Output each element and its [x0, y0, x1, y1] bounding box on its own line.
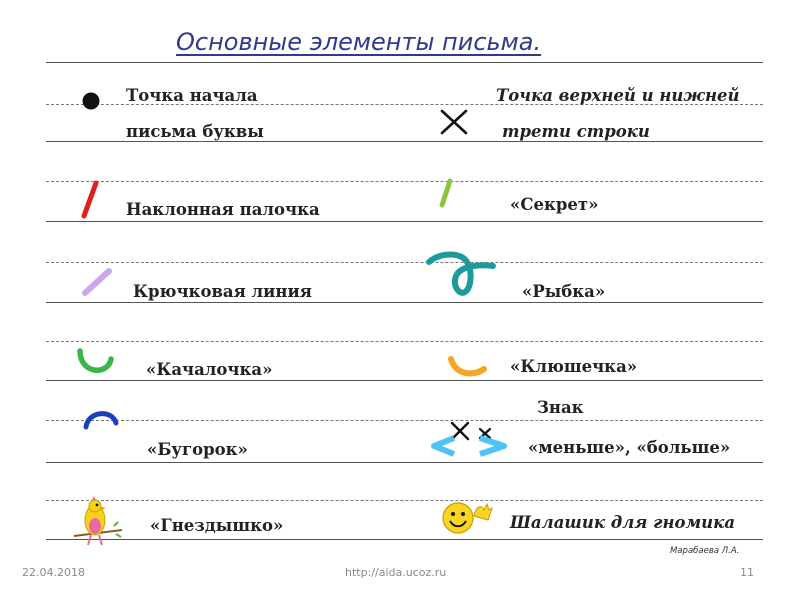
cross-label-line2: трети строки — [502, 122, 650, 141]
hut-label: Шалашик для гномика — [510, 513, 736, 532]
dot-icon — [80, 90, 102, 112]
hump-arc-icon — [80, 405, 122, 431]
fish-loop-icon — [421, 248, 499, 300]
footer-url[interactable]: http://aida.ucoz.ru — [345, 566, 447, 579]
page-title: Основные элементы письма. — [176, 28, 542, 56]
swing-arc-icon — [72, 344, 118, 378]
hump-label: «Бугорок» — [147, 440, 248, 459]
dashed-line — [46, 341, 763, 342]
hook-line-icon — [76, 264, 120, 300]
less-greater-arrows-icon — [428, 418, 518, 462]
solid-line — [46, 380, 763, 381]
dashed-line — [46, 181, 763, 182]
solid-line — [46, 62, 763, 63]
cross-label-line1: Точка верхней и нижней — [496, 86, 740, 105]
sign-label-line2: «меньше», «больше» — [528, 438, 731, 457]
solid-line — [46, 539, 763, 540]
hook-label: Крючковая линия — [133, 282, 312, 301]
slant-label: Наклонная палочка — [126, 200, 320, 219]
fish-label: «Рыбка» — [522, 282, 606, 301]
dashed-line — [46, 262, 763, 263]
dot-label-line1: Точка начала — [126, 86, 258, 105]
dashed-line — [46, 420, 763, 421]
club-label: «Клюшечка» — [510, 357, 638, 376]
smiley-icon — [440, 498, 494, 536]
club-curve-icon — [444, 350, 490, 380]
secret-label: «Секрет» — [510, 195, 599, 214]
secret-stick-icon — [434, 176, 458, 212]
author-credit: Марабаева Л.А. — [670, 546, 740, 556]
dashed-line — [46, 500, 763, 501]
solid-line — [46, 302, 763, 303]
slant-stick-icon — [76, 178, 106, 222]
solid-line — [46, 141, 763, 142]
solid-line — [46, 221, 763, 222]
footer-page-number: 11 — [740, 566, 754, 579]
cross-icon — [437, 107, 473, 137]
swing-label: «Качалочка» — [146, 360, 273, 379]
nest-label: «Гнездышко» — [150, 516, 284, 535]
dot-label-line2: письма буквы — [126, 122, 264, 141]
solid-line — [46, 462, 763, 463]
sign-label-line1: Знак — [537, 398, 584, 417]
bird-icon — [70, 496, 126, 554]
footer-date: 22.04.2018 — [22, 566, 85, 579]
